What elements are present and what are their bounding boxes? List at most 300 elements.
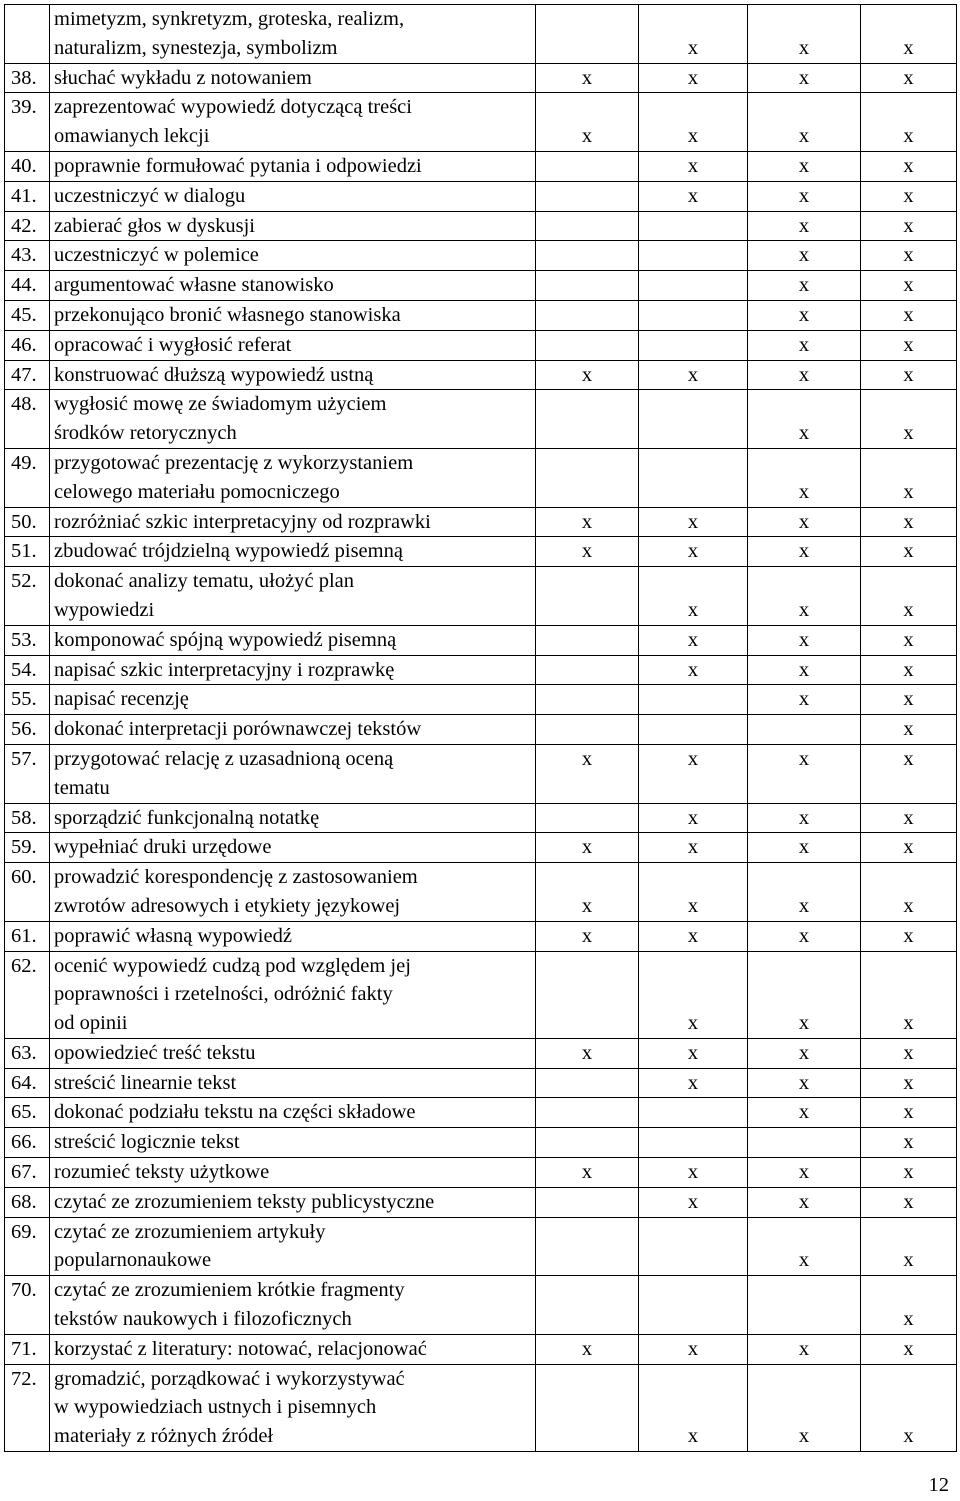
description-line: streścić logicznie tekst (54, 1131, 240, 1154)
mark-cell-level-3: x (748, 390, 861, 449)
mark-cell-level-3: x (748, 803, 861, 833)
description-line: zbudować trójdzielną wypowiedź pisemną (54, 540, 403, 563)
table-row (5, 1068, 957, 1098)
row-number: 68. (5, 1187, 50, 1217)
description-line: ocenić wypowiedź cudzą pod względem jej (54, 954, 411, 977)
row-description (50, 863, 536, 922)
description-line: popularnonaukowe (54, 1249, 212, 1272)
table-row (5, 300, 957, 330)
row-description (50, 1217, 536, 1276)
row-description (50, 1334, 536, 1364)
description-line: opracować i wygłosić referat (54, 333, 292, 356)
table-row (5, 1187, 957, 1217)
table-row (5, 833, 957, 863)
mark-cell-level-2 (639, 390, 748, 449)
mark-cell-level-3: x (748, 93, 861, 152)
mark-cell-level-4: x (861, 63, 957, 93)
row-number: 44. (5, 271, 50, 301)
mark-cell-level-4: x (861, 211, 957, 241)
description-line: streścić linearnie tekst (54, 1071, 237, 1094)
mark-cell-level-2: x (639, 360, 748, 390)
mark-cell-level-3: x (748, 744, 861, 803)
mark-cell-level-4: x (861, 241, 957, 271)
mark-cell-level-3: x (748, 1187, 861, 1217)
row-number: 65. (5, 1098, 50, 1128)
row-description (50, 1364, 536, 1451)
mark-cell-level-1 (536, 448, 639, 507)
description-line: środków retorycznych (54, 422, 237, 445)
row-number: 48. (5, 390, 50, 449)
mark-cell-level-1 (536, 1068, 639, 1098)
mark-cell-level-1: x (536, 93, 639, 152)
mark-cell-level-2 (639, 685, 748, 715)
row-number: 61. (5, 921, 50, 951)
mark-cell-level-2: x (639, 921, 748, 951)
row-description (50, 567, 536, 626)
mark-cell-level-2: x (639, 5, 748, 64)
mark-cell-level-4: x (861, 330, 957, 360)
table-row (5, 1038, 957, 1068)
mark-cell-level-1: x (536, 921, 639, 951)
mark-cell-level-4: x (861, 803, 957, 833)
description-line: rozumieć teksty użytkowe (54, 1161, 270, 1184)
mark-cell-level-3: x (748, 921, 861, 951)
row-number: 72. (5, 1364, 50, 1451)
mark-cell-level-1: x (536, 1158, 639, 1188)
row-number (5, 5, 50, 64)
table-row (5, 1276, 957, 1335)
table-row (5, 93, 957, 152)
row-number: 46. (5, 330, 50, 360)
skills-table-body (5, 5, 957, 1452)
mark-cell-level-2: x (639, 507, 748, 537)
mark-cell-level-1: x (536, 863, 639, 922)
mark-cell-level-1: x (536, 507, 639, 537)
mark-cell-level-4: x (861, 1334, 957, 1364)
mark-cell-level-1 (536, 1128, 639, 1158)
page-number: 12 (928, 1474, 949, 1496)
mark-cell-level-3: x (748, 1038, 861, 1068)
row-description (50, 803, 536, 833)
mark-cell-level-1 (536, 567, 639, 626)
table-row (5, 211, 957, 241)
table-row (5, 507, 957, 537)
mark-cell-level-4: x (861, 93, 957, 152)
description-line: tematu (54, 776, 110, 799)
mark-cell-level-3: x (748, 1098, 861, 1128)
table-row (5, 655, 957, 685)
mark-cell-level-1 (536, 211, 639, 241)
mark-cell-level-4: x (861, 863, 957, 922)
row-number: 41. (5, 181, 50, 211)
description-line: dokonać analizy tematu, ułożyć plan (54, 570, 354, 593)
table-row (5, 241, 957, 271)
row-number: 42. (5, 211, 50, 241)
row-number: 64. (5, 1068, 50, 1098)
row-description (50, 151, 536, 181)
mark-cell-level-3: x (748, 1217, 861, 1276)
row-description (50, 390, 536, 449)
mark-cell-level-1: x (536, 537, 639, 567)
mark-cell-level-1: x (536, 744, 639, 803)
mark-cell-level-4: x (861, 300, 957, 330)
mark-cell-level-4: x (861, 181, 957, 211)
mark-cell-level-2: x (639, 1038, 748, 1068)
mark-cell-level-2: x (639, 1334, 748, 1364)
row-description (50, 1068, 536, 1098)
description-line: konstruować dłuższą wypowiedź ustną (54, 363, 374, 386)
mark-cell-level-4: x (861, 5, 957, 64)
mark-cell-level-2 (639, 241, 748, 271)
row-number: 52. (5, 567, 50, 626)
row-number: 54. (5, 655, 50, 685)
mark-cell-level-4: x (861, 271, 957, 301)
row-number: 70. (5, 1276, 50, 1335)
row-number: 56. (5, 715, 50, 745)
mark-cell-level-1: x (536, 63, 639, 93)
row-description (50, 5, 536, 64)
mark-cell-level-4: x (861, 1128, 957, 1158)
mark-cell-level-2 (639, 1128, 748, 1158)
row-description (50, 1158, 536, 1188)
description-line: uczestniczyć w polemice (54, 244, 259, 267)
description-line: opowiedzieć treść tekstu (54, 1041, 256, 1064)
table-row (5, 448, 957, 507)
row-description (50, 241, 536, 271)
mark-cell-level-2 (639, 211, 748, 241)
row-number: 43. (5, 241, 50, 271)
mark-cell-level-3: x (748, 448, 861, 507)
description-line: poprawności i rzetelności, odróżnić fakty (54, 983, 393, 1006)
row-number: 45. (5, 300, 50, 330)
mark-cell-level-4: x (861, 390, 957, 449)
row-number: 62. (5, 951, 50, 1038)
mark-cell-level-3: x (748, 63, 861, 93)
mark-cell-level-1 (536, 655, 639, 685)
mark-cell-level-2: x (639, 567, 748, 626)
description-line: komponować spójną wypowiedź pisemną (54, 628, 397, 651)
mark-cell-level-3: x (748, 1068, 861, 1098)
mark-cell-level-2: x (639, 151, 748, 181)
description-line: przekonująco bronić własnego stanowiska (54, 303, 401, 326)
table-row (5, 1334, 957, 1364)
mark-cell-level-3: x (748, 271, 861, 301)
description-line: sporządzić funkcjonalną notatkę (54, 806, 320, 829)
table-row (5, 863, 957, 922)
mark-cell-level-4: x (861, 1068, 957, 1098)
mark-cell-level-2: x (639, 744, 748, 803)
mark-cell-level-2: x (639, 803, 748, 833)
mark-cell-level-4: x (861, 537, 957, 567)
mark-cell-level-1 (536, 5, 639, 64)
mark-cell-level-1 (536, 1217, 639, 1276)
mark-cell-level-3: x (748, 951, 861, 1038)
row-description (50, 1128, 536, 1158)
mark-cell-level-1 (536, 1364, 639, 1451)
mark-cell-level-2: x (639, 1068, 748, 1098)
description-line: omawianych lekcji (54, 125, 210, 148)
description-line: przygotować prezentację z wykorzystaniem (54, 451, 414, 474)
description-line: naturalizm, synestezja, symbolizm (54, 36, 338, 59)
mark-cell-level-1 (536, 1187, 639, 1217)
mark-cell-level-1: x (536, 1038, 639, 1068)
table-row (5, 390, 957, 449)
description-line: uczestniczyć w dialogu (54, 184, 246, 207)
description-line: zwrotów adresowych i etykiety językowej (54, 894, 401, 917)
mark-cell-level-1: x (536, 833, 639, 863)
table-row (5, 1158, 957, 1188)
row-description (50, 833, 536, 863)
mark-cell-level-4: x (861, 655, 957, 685)
mark-cell-level-1 (536, 271, 639, 301)
row-number: 40. (5, 151, 50, 181)
mark-cell-level-3: x (748, 507, 861, 537)
mark-cell-level-2: x (639, 1364, 748, 1451)
row-description (50, 330, 536, 360)
table-row (5, 330, 957, 360)
mark-cell-level-1 (536, 715, 639, 745)
description-line: rozróżniać szkic interpretacyjny od rozprawki (54, 510, 431, 533)
row-description (50, 655, 536, 685)
table-row (5, 63, 957, 93)
row-number: 69. (5, 1217, 50, 1276)
row-description (50, 63, 536, 93)
mark-cell-level-3: x (748, 537, 861, 567)
mark-cell-level-3: x (748, 1364, 861, 1451)
mark-cell-level-2: x (639, 625, 748, 655)
description-line: dokonać podziału tekstu na części składowe (54, 1101, 416, 1124)
description-line: wypowiedzi (54, 598, 155, 621)
mark-cell-level-2: x (639, 93, 748, 152)
row-number: 53. (5, 625, 50, 655)
row-description (50, 271, 536, 301)
mark-cell-level-2: x (639, 181, 748, 211)
mark-cell-level-4: x (861, 921, 957, 951)
table-row (5, 567, 957, 626)
row-description (50, 93, 536, 152)
mark-cell-level-2 (639, 1217, 748, 1276)
mark-cell-level-1 (536, 625, 639, 655)
mark-cell-level-1: x (536, 360, 639, 390)
mark-cell-level-1 (536, 390, 639, 449)
mark-cell-level-4: x (861, 1217, 957, 1276)
mark-cell-level-4: x (861, 507, 957, 537)
mark-cell-level-3: x (748, 330, 861, 360)
table-row (5, 715, 957, 745)
row-number: 39. (5, 93, 50, 152)
mark-cell-level-2 (639, 330, 748, 360)
mark-cell-level-1 (536, 330, 639, 360)
description-line: czytać ze zrozumieniem krótkie fragmenty (54, 1279, 405, 1302)
row-description (50, 921, 536, 951)
row-description (50, 507, 536, 537)
mark-cell-level-3 (748, 1276, 861, 1335)
mark-cell-level-2: x (639, 63, 748, 93)
table-row (5, 685, 957, 715)
description-line: celowego materiału pomocniczego (54, 480, 340, 503)
mark-cell-level-2 (639, 300, 748, 330)
mark-cell-level-3 (748, 715, 861, 745)
mark-cell-level-1 (536, 951, 639, 1038)
row-number: 59. (5, 833, 50, 863)
mark-cell-level-4: x (861, 1187, 957, 1217)
table-row (5, 1217, 957, 1276)
mark-cell-level-2: x (639, 537, 748, 567)
mark-cell-level-3: x (748, 5, 861, 64)
mark-cell-level-3: x (748, 655, 861, 685)
mark-cell-level-2 (639, 1098, 748, 1128)
mark-cell-level-3: x (748, 833, 861, 863)
table-row (5, 360, 957, 390)
mark-cell-level-2: x (639, 655, 748, 685)
description-line: czytać ze zrozumieniem teksty publicystyczne (54, 1190, 435, 1213)
table-row (5, 921, 957, 951)
mark-cell-level-4: x (861, 567, 957, 626)
description-line: czytać ze zrozumieniem artykuły (54, 1220, 326, 1243)
mark-cell-level-1 (536, 151, 639, 181)
mark-cell-level-3: x (748, 241, 861, 271)
row-description (50, 181, 536, 211)
description-line: napisać szkic interpretacyjny i rozprawkę (54, 658, 395, 681)
description-line: wypełniać druki urzędowe (54, 836, 272, 859)
description-line: zabierać głos w dyskusji (54, 214, 255, 237)
skills-table (4, 4, 957, 1452)
row-description (50, 211, 536, 241)
description-line: prowadzić korespondencję z zastosowaniem (54, 866, 418, 889)
description-line: słuchać wykładu z notowaniem (54, 66, 312, 89)
row-number: 67. (5, 1158, 50, 1188)
mark-cell-level-4: x (861, 151, 957, 181)
mark-cell-level-1 (536, 181, 639, 211)
mark-cell-level-2: x (639, 833, 748, 863)
mark-cell-level-2: x (639, 1187, 748, 1217)
table-row (5, 1364, 957, 1451)
mark-cell-level-1 (536, 1098, 639, 1128)
mark-cell-level-4: x (861, 951, 957, 1038)
table-row (5, 803, 957, 833)
table-row (5, 1098, 957, 1128)
description-line: zaprezentować wypowiedź dotyczącą treści (54, 96, 412, 119)
mark-cell-level-3: x (748, 360, 861, 390)
mark-cell-level-4: x (861, 833, 957, 863)
mark-cell-level-4: x (861, 715, 957, 745)
mark-cell-level-3: x (748, 863, 861, 922)
mark-cell-level-2 (639, 1276, 748, 1335)
mark-cell-level-1 (536, 803, 639, 833)
row-number: 47. (5, 360, 50, 390)
row-description (50, 715, 536, 745)
description-line: wygłosić mowę ze świadomym użyciem (54, 393, 387, 416)
row-description (50, 1187, 536, 1217)
mark-cell-level-4: x (861, 360, 957, 390)
mark-cell-level-4: x (861, 1098, 957, 1128)
mark-cell-level-2 (639, 271, 748, 301)
row-number: 57. (5, 744, 50, 803)
mark-cell-level-3: x (748, 211, 861, 241)
description-line: dokonać interpretacji porównawczej tekstów (54, 718, 422, 741)
mark-cell-level-2 (639, 448, 748, 507)
mark-cell-level-2: x (639, 951, 748, 1038)
mark-cell-level-2: x (639, 1158, 748, 1188)
row-description (50, 1276, 536, 1335)
mark-cell-level-2: x (639, 863, 748, 922)
mark-cell-level-4: x (861, 448, 957, 507)
row-number: 71. (5, 1334, 50, 1364)
mark-cell-level-1 (536, 685, 639, 715)
description-line: poprawić własną wypowiedź (54, 924, 292, 947)
description-line: przygotować relację z uzasadnioną oceną (54, 747, 394, 770)
row-number: 49. (5, 448, 50, 507)
table-row (5, 951, 957, 1038)
mark-cell-level-1 (536, 1276, 639, 1335)
description-line: materiały z różnych źródeł (54, 1425, 274, 1448)
mark-cell-level-3: x (748, 151, 861, 181)
table-row (5, 1128, 957, 1158)
row-number: 55. (5, 685, 50, 715)
row-number: 66. (5, 1128, 50, 1158)
row-description (50, 625, 536, 655)
mark-cell-level-2 (639, 715, 748, 745)
row-description (50, 685, 536, 715)
mark-cell-level-3: x (748, 1334, 861, 1364)
mark-cell-level-1 (536, 300, 639, 330)
description-line: od opinii (54, 1012, 128, 1035)
table-row (5, 271, 957, 301)
mark-cell-level-4: x (861, 1364, 957, 1451)
description-line: mimetyzm, synkretyzm, groteska, realizm, (54, 8, 405, 30)
row-number: 60. (5, 863, 50, 922)
row-number: 51. (5, 537, 50, 567)
row-description (50, 1038, 536, 1068)
mark-cell-level-4: x (861, 1158, 957, 1188)
row-description (50, 951, 536, 1038)
table-row (5, 181, 957, 211)
description-line: napisać recenzję (54, 688, 189, 711)
row-description (50, 300, 536, 330)
row-description (50, 448, 536, 507)
mark-cell-level-1: x (536, 1334, 639, 1364)
mark-cell-level-3 (748, 1128, 861, 1158)
table-row (5, 5, 957, 64)
row-number: 38. (5, 63, 50, 93)
mark-cell-level-3: x (748, 625, 861, 655)
mark-cell-level-4: x (861, 1276, 957, 1335)
description-line: tekstów naukowych i filozoficznych (54, 1308, 352, 1331)
description-line: gromadzić, porządkować i wykorzystywać (54, 1367, 405, 1390)
mark-cell-level-4: x (861, 744, 957, 803)
mark-cell-level-3: x (748, 567, 861, 626)
mark-cell-level-4: x (861, 685, 957, 715)
description-line: argumentować własne stanowisko (54, 274, 334, 297)
mark-cell-level-1 (536, 241, 639, 271)
row-description (50, 537, 536, 567)
row-description (50, 1098, 536, 1128)
description-line: w wypowiedziach ustnych i pisemnych (54, 1396, 377, 1419)
row-description (50, 360, 536, 390)
table-row (5, 537, 957, 567)
table-row (5, 625, 957, 655)
mark-cell-level-4: x (861, 1038, 957, 1068)
mark-cell-level-3: x (748, 300, 861, 330)
mark-cell-level-3: x (748, 1158, 861, 1188)
description-line: korzystać z literatury: notować, relacjonować (54, 1337, 427, 1360)
row-description (50, 744, 536, 803)
table-row (5, 151, 957, 181)
description-line: poprawnie formułować pytania i odpowiedzi (54, 154, 422, 177)
table-row (5, 744, 957, 803)
row-number: 63. (5, 1038, 50, 1068)
mark-cell-level-3: x (748, 181, 861, 211)
